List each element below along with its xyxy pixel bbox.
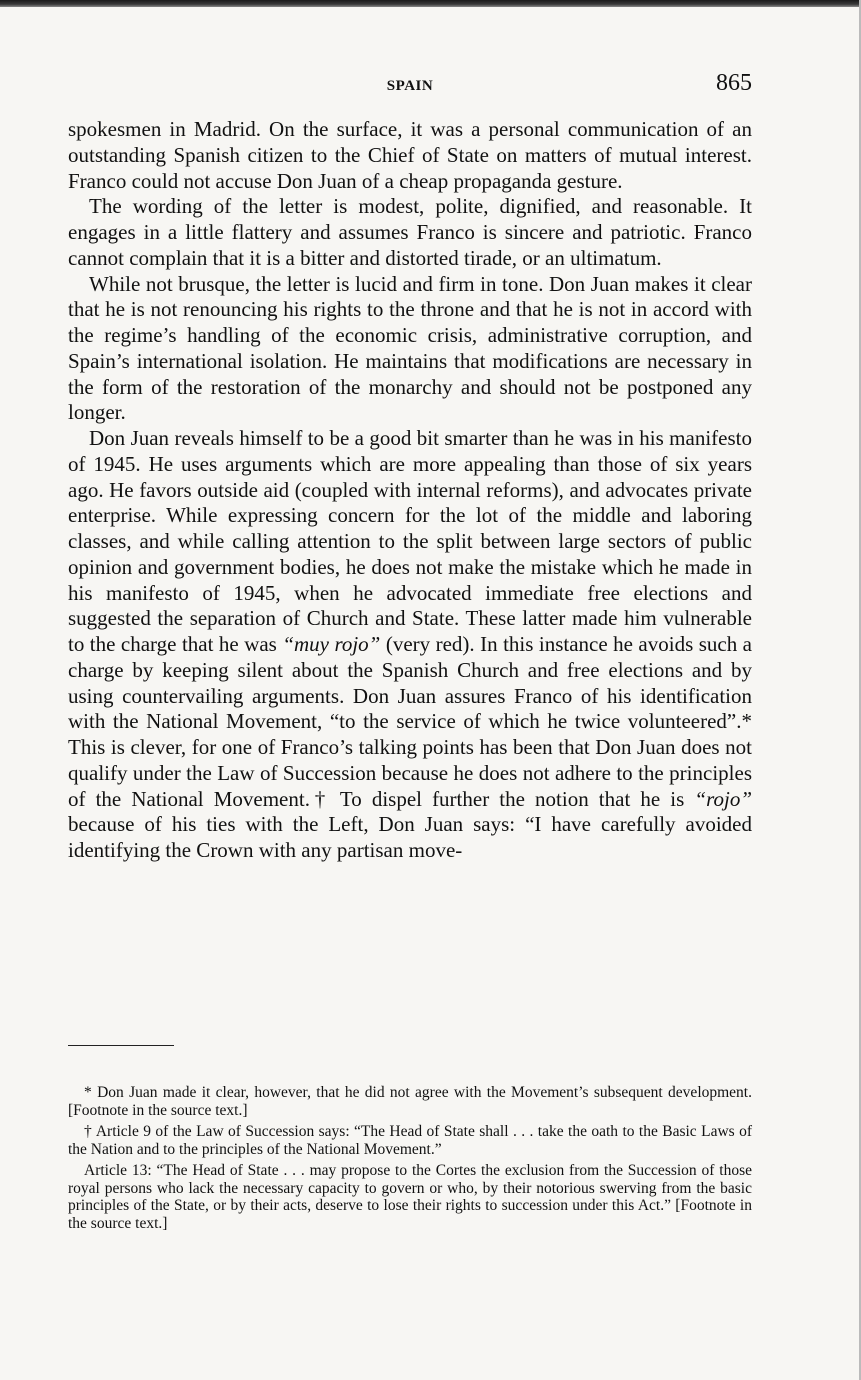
term-muy-rojo: “muy rojo” — [282, 632, 381, 656]
running-head — [68, 70, 752, 102]
paragraph-3: While not brusque, the letter is lucid and firm in tone. Don Juan makes it clear that he is not renouncing his rights to the throne and that he is not in accord with the regime’s handling of the economic crisis, administrative corruption, and Spain’s international isolation. He maintains that modifications are necessary in the form of the restoration of the monarchy and should not be postponed any longer. — [68, 271, 752, 425]
section-title: SPAIN — [386, 78, 434, 94]
page-number: 865 — [716, 70, 752, 96]
paragraph-4-part-3: because of his ties with the Left, Don Juan says: “I have carefully avoided identifying the Crown with any partisan move- — [68, 812, 752, 862]
paragraph-1: spokesmen in Madrid. On the surface, it was a personal communication of an outstanding Spanish citizen to the Chief of State on matters of mutual interest. Franco could not accuse Don Juan of a cheap propaganda gesture. — [68, 117, 752, 193]
footnote-asterisk: * Don Juan made it clear, however, that he did not agree with the Movement’s subsequent development. [Footnote in the source text.] — [68, 1084, 752, 1119]
body-text — [68, 117, 752, 864]
paragraph-4-part-1: Don Juan reveals himself to be a good bit smarter than he was in his manifesto of 1945. He uses arguments which are more appealing than those of six years ago. He favors outside aid (coupled with internal reforms), and advocates private enterprise. While expressing concern for the lot of the middle and laboring classes, and while calling attention to the split between large sectors of public opinion and government bodies, he does not make the mistake which he made in his manifesto of 1945, when he advocated immediate free elections and suggested the separation of Church and State. These latter made him vulnerable to the charge that he was — [68, 426, 752, 656]
footnotes — [68, 1084, 752, 1233]
footnote-article-13: Article 13: “The Head of State . . . may propose to the Cortes the exclusion from the Succession of those royal persons who lack the necessary capacity to govern or who, by their notorious swerving from the basic principles of the State, or by their acts, deserve to lose their rights to succession under this Act.” [Footnote in the source text.] — [68, 1161, 752, 1233]
term-rojo: “rojo” — [694, 786, 752, 811]
footnote-dagger: † Article 9 of the Law of Succession says: “The Head of State shall . . . take the oath to the Basic Laws of the Nation and to the principles of the National Movement.” — [68, 1122, 752, 1158]
paragraph-4-part-2: (very red). In this instance he avoids such a charge by keeping silent about the Spanish Church and free elections and by using countervailing arguments. Don Juan assures Franco of his identification with the National Movement, “to the service of which he twice volunteered”.* This is clever, for one of Franco’s talking points has been that Don Juan does not qualify under the Law of Succession because he does not adhere to the principles of the National Movement.† To dispel further the notion that he is — [68, 632, 752, 811]
footnote-divider — [68, 1045, 174, 1046]
paragraph-2: The wording of the letter is modest, polite, dignified, and reasonable. It engages in a little flattery and assumes Franco is sincere and patriotic. Franco cannot complain that it is a bitter and distorted tirade, or an ultimatum. — [68, 194, 752, 270]
top-scan-edge — [0, 0, 861, 7]
paragraph-4 — [68, 426, 752, 864]
